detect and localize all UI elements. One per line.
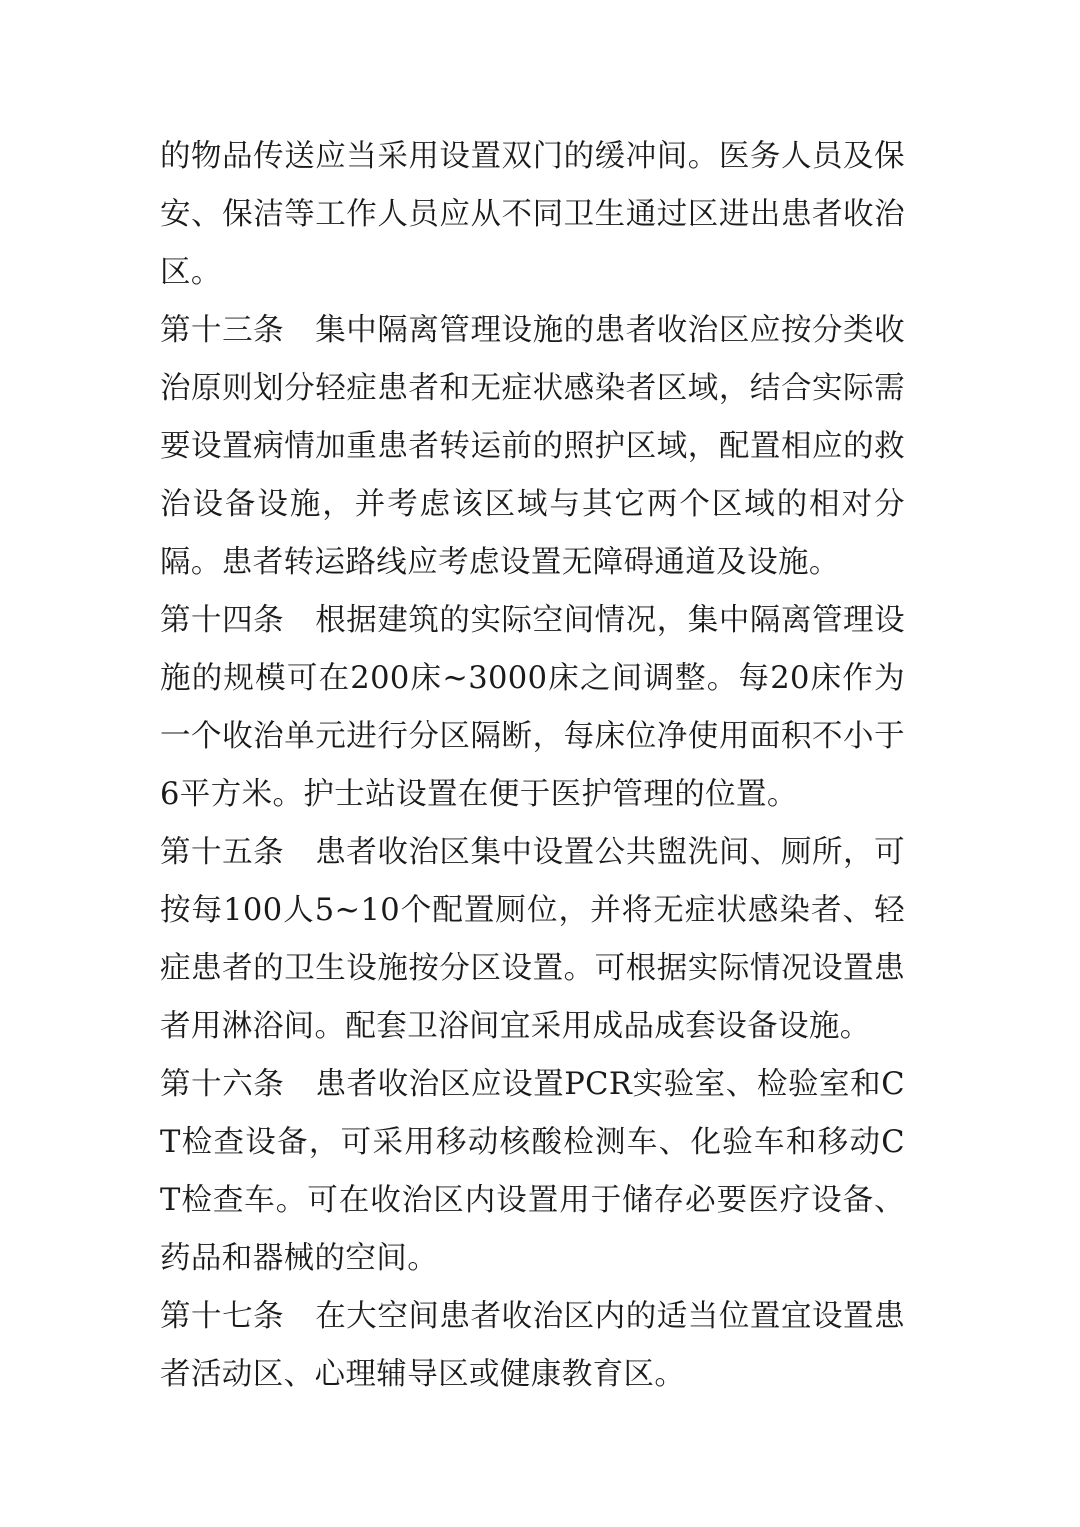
paragraph-article-16: 第十六条 患者收治区应设置PCR实验室、检验室和CT检查设备，可采用移动核酸检测车、化验车和移动CT检查车。可在收治区内设置用于储存必要医疗设备、药品和器械的空间。: [160, 1067, 905, 1276]
paragraph-article-17: 第十七条 在大空间患者收治区内的适当位置宜设置患者活动区、心理辅导区或健康教育区。: [160, 1299, 905, 1392]
paragraph-continued: 的物品传送应当采用设置双门的缓冲间。医务人员及保安、保洁等工作人员应从不同卫生通过区进出患者收治区。: [160, 139, 905, 290]
document-body: [160, 128, 905, 1404]
paragraph-article-13: 第十三条 集中隔离管理设施的患者收治区应按分类收治原则划分轻症患者和无症状感染者区域，结合实际需要设置病情加重患者转运前的照护区域，配置相应的救治设备设施，并考虑该区域与其它两个区域的相对分隔。患者转运路线应考虑设置无障碍通道及设施。: [160, 313, 905, 580]
paragraph-article-15: 第十五条 患者收治区集中设置公共盥洗间、厕所，可按每100人5~10个配置厕位，并将无症状感染者、轻症患者的卫生设施按分区设置。可根据实际情况设置患者用淋浴间。配套卫浴间宜采用成品成套设备设施。: [160, 835, 905, 1044]
paragraph-article-14: 第十四条 根据建筑的实际空间情况，集中隔离管理设施的规模可在200床~3000床之间调整。每20床作为一个收治单元进行分区隔断，每床位净使用面积不小于6平方米。护士站设置在便于医护管理的位置。: [160, 603, 905, 812]
